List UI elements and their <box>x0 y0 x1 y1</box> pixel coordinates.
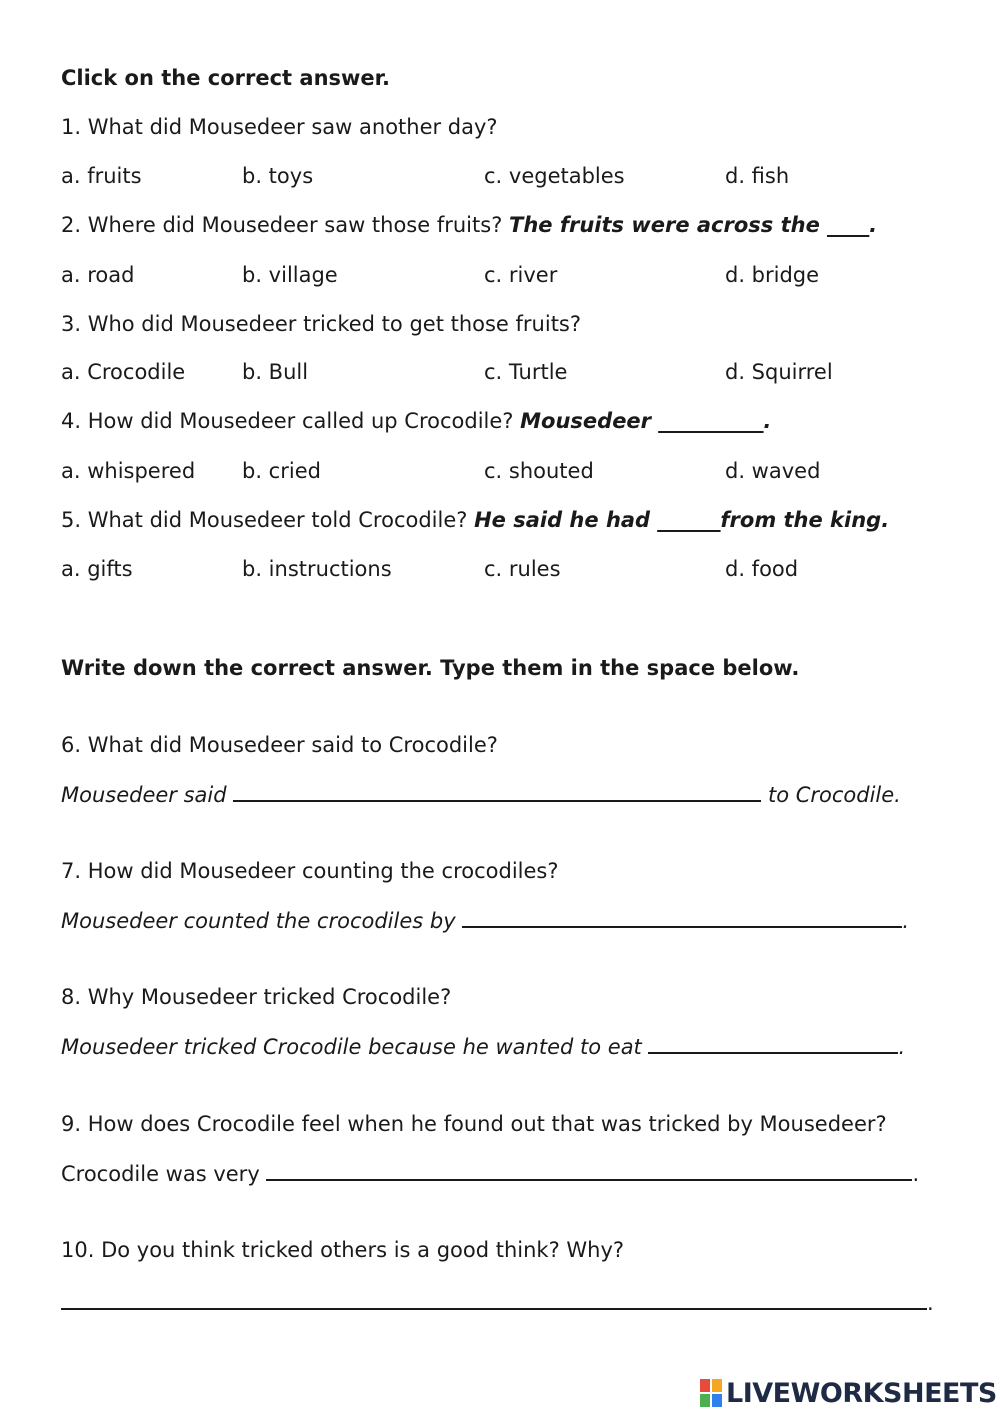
q3-option-c[interactable]: c. Turtle <box>484 360 568 384</box>
logo-square-3 <box>700 1394 710 1407</box>
question-9: 9. How does Crocodile feel when he found out that was tricked by Mousedeer? <box>61 1112 887 1136</box>
q6-prefix: Mousedeer said <box>61 783 227 807</box>
q9-suffix: . <box>912 1162 920 1186</box>
question-5: 5. What did Mousedeer told Crocodile? He said he had ______from the king. <box>61 508 890 532</box>
q2-option-d[interactable]: d. bridge <box>725 263 820 287</box>
q3-option-b[interactable]: b. Bull <box>242 360 309 384</box>
question-6: 6. What did Mousedeer said to Crocodile? <box>61 733 498 757</box>
question-7: 7. How did Mousedeer counting the crocodiles? <box>61 859 559 883</box>
q3-option-a[interactable]: a. Crocodile <box>61 360 186 384</box>
question-10: 10. Do you think tricked others is a good think? Why? <box>61 1238 625 1262</box>
logo-square-4 <box>712 1394 722 1407</box>
section1-instruction: Click on the correct answer. <box>61 66 390 90</box>
liveworksheets-logo-icon <box>700 1379 722 1407</box>
q7-answer-line <box>61 906 909 935</box>
question-2-emphasis: The fruits were across the ____. <box>509 213 878 237</box>
q1-option-a[interactable]: a. fruits <box>61 164 142 188</box>
q2-option-c[interactable]: c. river <box>484 263 558 287</box>
question-5-emphasis: He said he had ______from the king. <box>474 508 890 532</box>
q5-option-c[interactable]: c. rules <box>484 557 561 581</box>
q10-answer-input[interactable] <box>61 1288 927 1310</box>
logo-square-2 <box>712 1379 722 1392</box>
q1-option-d[interactable]: d. fish <box>725 164 790 188</box>
question-3: 3. Who did Mousedeer tricked to get those fruits? <box>61 312 582 336</box>
q8-suffix: . <box>898 1035 906 1059</box>
q8-answer-input[interactable] <box>648 1032 898 1054</box>
q8-prefix: Mousedeer tricked Crocodile because he wanted to eat <box>61 1035 642 1059</box>
q9-prefix: Crocodile was very <box>61 1162 260 1186</box>
q1-option-b[interactable]: b. toys <box>242 164 314 188</box>
q3-option-d[interactable]: d. Squirrel <box>725 360 833 384</box>
q1-option-c[interactable]: c. vegetables <box>484 164 625 188</box>
q8-answer-line <box>61 1032 905 1061</box>
liveworksheets-logo[interactable] <box>700 1377 997 1409</box>
q10-suffix: . <box>927 1291 934 1315</box>
q9-answer-input[interactable] <box>266 1159 912 1181</box>
q10-answer-line <box>61 1288 934 1317</box>
q9-answer-line <box>61 1159 919 1188</box>
q2-option-b[interactable]: b. village <box>242 263 338 287</box>
q7-answer-input[interactable] <box>462 906 902 928</box>
q6-answer-input[interactable] <box>233 780 761 802</box>
q5-option-d[interactable]: d. food <box>725 557 799 581</box>
q6-suffix: to Crocodile. <box>767 783 901 807</box>
q5-option-a[interactable]: a. gifts <box>61 557 133 581</box>
brand-name: LIVEWORKSHEETS <box>726 1377 997 1409</box>
section2-instruction: Write down the correct answer. Type them in the space below. <box>61 656 800 680</box>
q4-option-b[interactable]: b. cried <box>242 459 321 483</box>
q4-option-d[interactable]: d. waved <box>725 459 821 483</box>
question-8: 8. Why Mousedeer tricked Crocodile? <box>61 985 452 1009</box>
question-2: 2. Where did Mousedeer saw those fruits? The fruits were across the ____. <box>61 213 878 237</box>
logo-square-1 <box>700 1379 710 1392</box>
question-4: 4. How did Mousedeer called up Crocodile? Mousedeer __________. <box>61 409 772 433</box>
q6-answer-line <box>61 780 901 809</box>
q5-option-b[interactable]: b. instructions <box>242 557 392 581</box>
question-4-emphasis: Mousedeer __________. <box>520 409 772 433</box>
q4-option-a[interactable]: a. whispered <box>61 459 196 483</box>
question-1: 1. What did Mousedeer saw another day? <box>61 115 498 139</box>
q2-option-a[interactable]: a. road <box>61 263 135 287</box>
q7-prefix: Mousedeer counted the crocodiles by <box>61 909 456 933</box>
q4-option-c[interactable]: c. shouted <box>484 459 594 483</box>
q7-suffix: . <box>902 909 910 933</box>
